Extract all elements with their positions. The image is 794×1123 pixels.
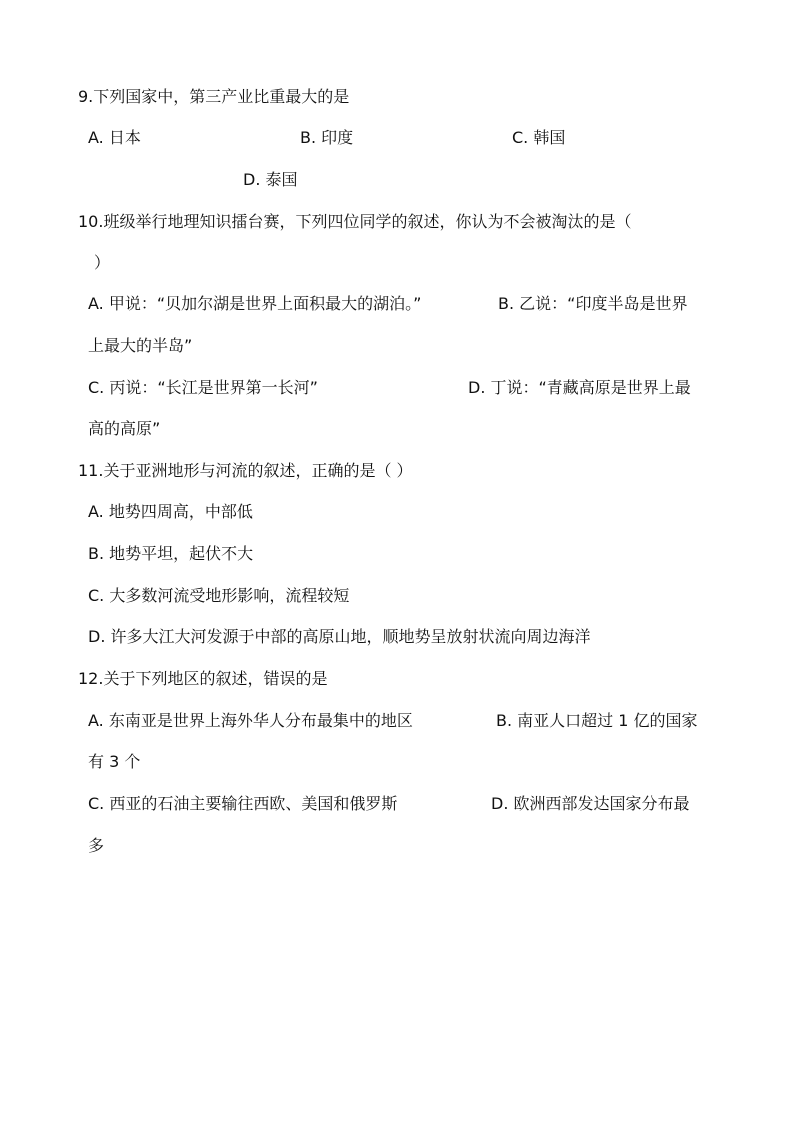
question-12-option-b: B. 南亚人口超过 1 亿的国家	[496, 711, 698, 730]
question-9-stem: 9.下列国家中，第三产业比重最大的是	[78, 87, 350, 106]
question-12-option-d-cont: 多	[88, 836, 105, 855]
question-11-option-b: B. 地势平坦，起伏不大	[88, 544, 254, 563]
question-11-option-c: C. 大多数河流受地形影响，流程较短	[88, 586, 350, 605]
question-10-option-c: C. 丙说：“长江是世界第一长河”	[88, 378, 318, 397]
question-10-option-a: A. 甲说：“贝加尔湖是世界上面积最大的湖泊。”	[88, 294, 422, 313]
question-12-stem: 12.关于下列地区的叙述，错误的是	[78, 669, 328, 688]
question-11-stem: 11.关于亚洲地形与河流的叙述，正确的是（ ）	[78, 461, 413, 480]
question-12-option-a: A. 东南亚是世界上海外华人分布最集中的地区	[88, 711, 413, 730]
question-9-option-d: D. 泰国	[243, 170, 298, 189]
question-10-stem-cont: ）	[94, 253, 111, 272]
question-10-option-b-cont: 上最大的半岛”	[88, 336, 193, 355]
question-9-option-c: C. 韩国	[512, 128, 566, 147]
question-10-option-d-cont: 高的高原”	[88, 419, 161, 438]
question-11-option-d: D. 许多大江大河发源于中部的高原山地，顺地势呈放射状流向周边海洋	[88, 627, 591, 646]
question-10-stem: 10.班级举行地理知识擂台赛，下列四位同学的叙述，你认为不会被淘汰的是（	[78, 212, 632, 231]
question-10-option-d: D. 丁说：“青藏高原是世界上最	[468, 378, 691, 397]
question-12-option-b-cont: 有 3 个	[88, 752, 141, 771]
question-11-option-a: A. 地势四周高，中部低	[88, 502, 253, 521]
question-10-option-b: B. 乙说：“印度半岛是世界	[498, 294, 688, 313]
question-12-option-d: D. 欧洲西部发达国家分布最	[491, 794, 690, 813]
question-12-option-c: C. 西亚的石油主要输往西欧、美国和俄罗斯	[88, 794, 398, 813]
question-9-option-a: A. 日本	[88, 128, 141, 147]
question-9-option-b: B. 印度	[300, 128, 354, 147]
